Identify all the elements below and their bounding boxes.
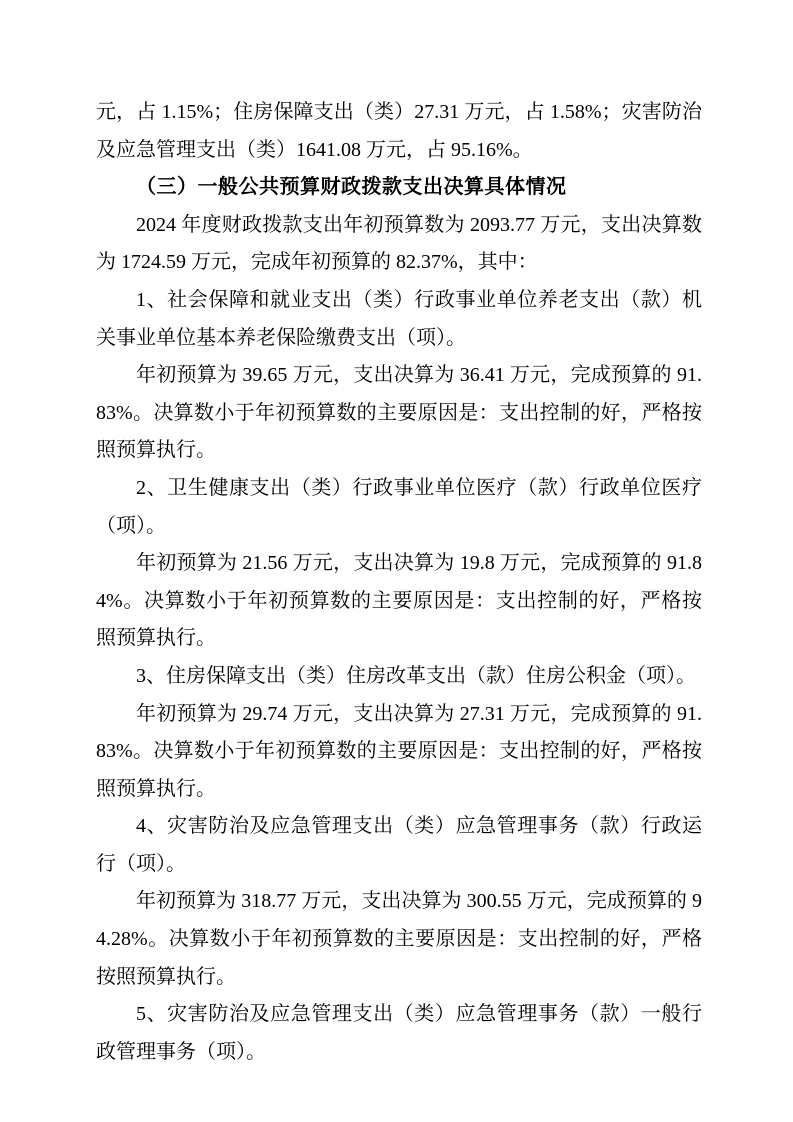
body-paragraph: 元，占 1.15%；住房保障支出（类）27.31 万元，占 1.58%；灾害防治及应急管理支出（类）1641.08 万元，占 95.16%。 [96,101,702,161]
body-paragraph: 1、社会保障和就业支出（类）行政事业单位养老支出（款）机关事业单位基本养老保险缴费支出（项）。 [96,288,702,349]
body-paragraph: 4、灾害防治及应急管理支出（类）应急管理事务（款）行政运行（项）。 [96,815,702,875]
body-paragraph: 3、住房保障支出（类）住房改革支出（款）住房公积金（项）。 [136,664,696,687]
document-body [96,94,702,1071]
body-paragraph: 年初预算为 29.74 万元，支出决算为 27.31 万元，完成预算的 91.83%。决算数小于年初预算数的主要原因是：支出控制的好，严格按照预算执行。 [96,702,702,800]
body-paragraph: 年初预算为 21.56 万元，支出决算为 19.8 万元，完成预算的 91.84%。决算数小于年初预算数的主要原因是：支出控制的好，严格按照预算执行。 [96,552,702,650]
section-heading: （三）一般公共预算财政拨款支出决算具体情况 [136,176,567,199]
body-paragraph: 2、卫生健康支出（类）行政事业单位医疗（款）行政单位医疗（项）。 [96,476,702,537]
body-paragraph: 5、灾害防治及应急管理支出（类）应急管理事务（款）一般行政管理事务（项）。 [96,1003,702,1063]
body-paragraph: 年初预算为 318.77 万元，支出决算为 300.55 万元，完成预算的 94.28%。决算数小于年初预算数的主要原因是：支出控制的好，严格按照预算执行。 [96,890,702,988]
body-paragraph: 2024 年度财政拨款支出年初预算数为 2093.77 万元，支出决算数为 1724.59 万元，完成年初预算的 82.37%，其中： [96,213,702,274]
body-paragraph: 年初预算为 39.65 万元，支出决算为 36.41 万元，完成预算的 91.83%。决算数小于年初预算数的主要原因是：支出控制的好，严格按照预算执行。 [96,364,702,462]
